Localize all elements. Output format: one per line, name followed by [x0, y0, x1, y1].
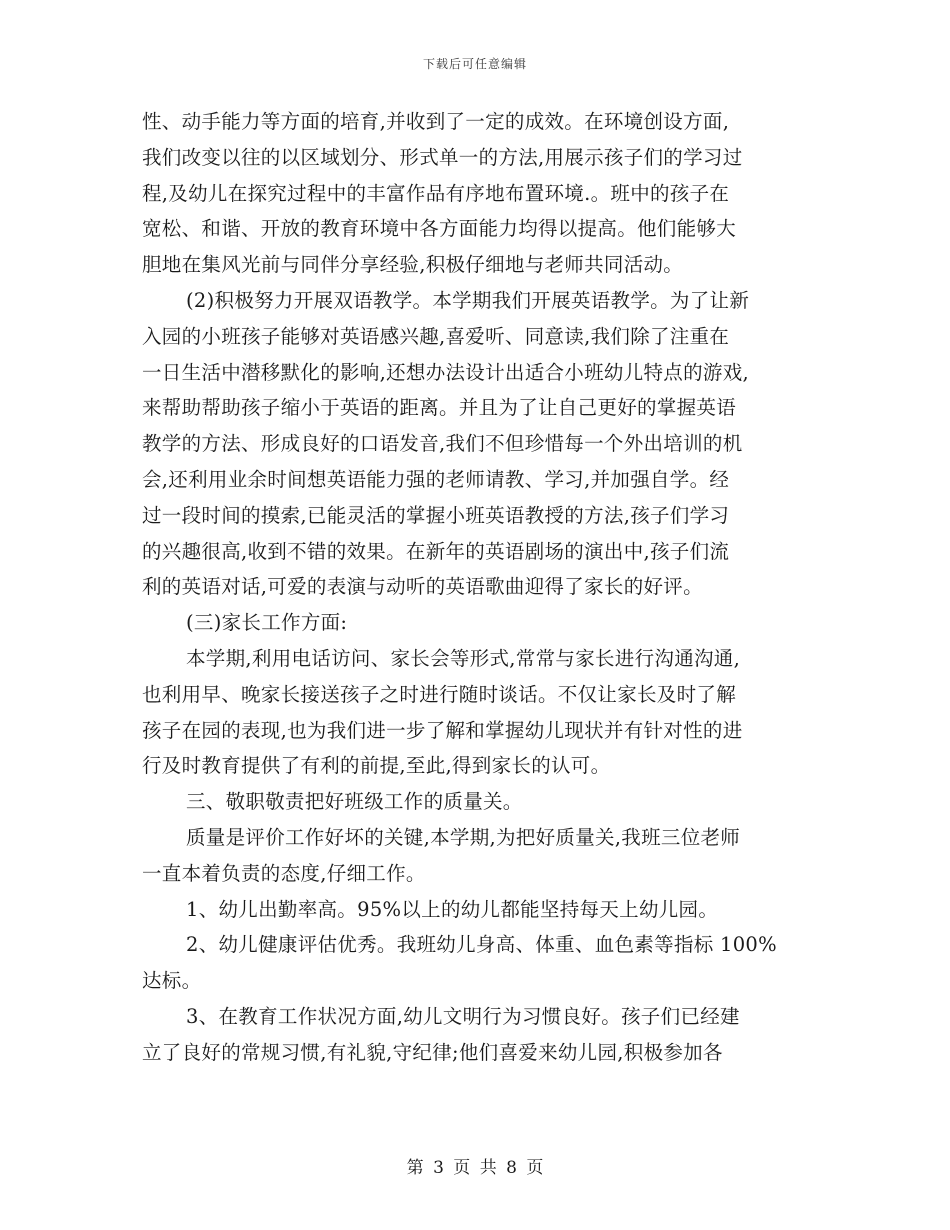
text-line: 过一段时间的摸索,已能灵活的掌握小班英语教授的方法,孩子们学习 — [142, 503, 730, 527]
text-line: 性、动手能力等方面的培育,并收到了一定的成效。在环境创设方面, — [142, 110, 730, 133]
text-line: 行及时教育提供了有利的前提,至此,得到家长的认可。 — [142, 754, 611, 778]
text-line: 会,还利用业余时间想英语能力强的老师请教、学习,并加强自学。经 — [142, 467, 730, 491]
text-line: 2、幼儿健康评估优秀。我班幼儿身高、体重、血色素等指标 100% — [186, 933, 777, 957]
text-line: 一直本着负责的态度,仔细工作。 — [142, 861, 426, 885]
text-line: 质量是评价工作好坏的关键,本学期,为把好质量关,我班三位老师 — [186, 825, 741, 849]
text-line: 程,及幼儿在探究过程中的丰富作品有序地布置环境.。班中的孩子在 — [142, 181, 730, 205]
text-line: (三)家长工作方面: — [186, 611, 348, 635]
text-line: 1、幼儿出勤率高。95%以上的幼儿都能坚持每天上幼儿园。 — [186, 897, 719, 921]
page-header: 下载后可任意编辑 — [422, 57, 527, 71]
text-line: 教学的方法、形成良好的口语发音,我们不但珍惜每一个外出培训的机 — [142, 432, 743, 456]
text-line: 本学期,利用电话访问、家长会等形式,常常与家长进行沟通沟通, — [186, 646, 741, 670]
text-line: (2)积极努力开展双语教学。本学期我们开展英语教学。为了让新 — [186, 288, 750, 312]
text-line: 我们改变以往的以区域划分、形式单一的方法,用展示孩子们的学习过 — [142, 145, 743, 169]
text-line: 胆地在集风光前与同伴分享经验,积极仔细地与老师共同活动。 — [142, 253, 684, 277]
text-line: 达标。 — [142, 969, 202, 993]
text-line: 三、敬职敬责把好班级工作的质量关。 — [186, 790, 523, 814]
text-line: 入园的小班孩子能够对英语感兴趣,喜爱听、同意读,我们除了注重在 — [142, 324, 730, 348]
text-line: 利的英语对话,可爱的表演与动听的英语歌曲迎得了家长的好评。 — [142, 575, 703, 599]
text-line: 也利用早、晚家长接送孩子之时进行随时谈话。不仅让家长及时了解 — [142, 682, 737, 706]
text-line: 的兴趣很高,收到不错的效果。在新年的英语剧场的演出中,孩子们流 — [142, 539, 730, 563]
text-line: 一日生活中潜移默化的影响,还想办法设计出适合小班幼儿特点的游戏, — [142, 360, 749, 384]
text-line: 3、在教育工作状况方面,幼儿文明行为习惯良好。孩子们已经建 — [186, 1004, 740, 1028]
document-body — [142, 104, 810, 1071]
text-line: 孩子在园的表现,也为我们进一步了解和掌握幼儿现状并有针对性的进 — [142, 718, 743, 742]
text-line: 宽松、和谐、开放的教育环境中各方面能力均得以提高。他们能够大 — [142, 217, 737, 241]
page-footer: 第 3 页 共 8 页 — [406, 1158, 544, 1178]
text-line: 来帮助帮助孩子缩小于英语的距离。并且为了让自己更好的掌握英语 — [142, 396, 737, 420]
text-line: 立了良好的常规习惯,有礼貌,守纪律;他们喜爱来幼儿园,积极参加各 — [142, 1040, 723, 1064]
